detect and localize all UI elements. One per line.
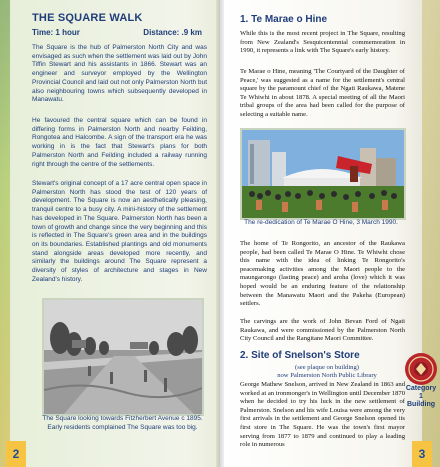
left-paragraph-2: He favoured the central square which can be found in differing forms in Palmerston North and nearby Feilding, Rongotea and Halcombe. A sign of the transport era he was working in is the fact that Stewart's plans for both Palmerston North and Feilding included a railway running right through the centre of the settlements. — [32, 117, 207, 168]
section-1-paragraph-4: The carvings are the work of John Bevan Ford of Ngati Raukawa, and were commissioned by the Palmerston North City Council and the Rangitane Maori Committee. — [240, 318, 405, 343]
walk-meta — [32, 28, 202, 37]
rededication-photo — [240, 128, 406, 220]
badge-line-building: Building — [407, 401, 435, 408]
historic-square-photo — [42, 298, 204, 416]
walk-title: THE SQUARE WALK — [32, 12, 143, 24]
section-2-subtitle-1: (see plaque on building) — [295, 364, 359, 371]
category-badge-label — [403, 385, 439, 409]
rededication-photo-caption: The re-dedication of Te Marae O Hine, 3 March 1990. — [244, 219, 398, 226]
left-paragraph-3: Stewart's original concept of a 17 acre central open space in Palmerston North has stood the test of 120 years of development. The Square is now an aesthetically pleasing, tranquil centre to a busy city. A mini-history of the settlement has developed in The Square. Palmerston North has been a town of growth and change since the very beginning and this is reflected in The Square's green area and in the buildings on its boundaries. Established plantings and old monuments stand alongside areas developed more recently, and similarly the buildings around The Square represent a diversity of styles of architecture and stages in New Zealand's history. — [32, 180, 207, 283]
left-paragraph-1: The Square is the hub of Palmerston North City and was envisaged as such when the settlement was laid out by John Tiffin Stewart and his assistants in 1866. Stewart was an engineer and surveyor employed by the Wellington Provincial Council and laid out not only Palmerston North but also neighbouring towns which subsequently developed in Manawatu. — [32, 44, 207, 104]
badge-line-category: Category — [405, 385, 437, 392]
section-1-paragraph-2: Te Marae o Hine, meaning 'The Courtyard of the Daughter of Peace,' was suggested as a name for the settlement's central square by the paramount chief of the Ngati Raukawa, Matene Te Whiwhi in about 1878. A special meeting of all the Maori tribal groups of the area had been called for the purpose of selecting a suitable name. — [240, 68, 405, 118]
section-2-subtitle-2: now Palmerston North Public Library — [277, 372, 377, 379]
section-1-paragraph-1: While this is the most recent project in The Square, resulting from New Zealand's Sesquicentennial commemoration in 1990, it represents a link with The Square's early history. — [240, 30, 405, 55]
page-gutter — [216, 0, 224, 467]
section-2-paragraph: George Mathew Snelson, arrived in New Zealand in 1863 and worked at an ironmonger's in Wellington until December 1870 when he decided to try his luck in the new settlement of Palmerston. Snelson and his wife Louisa were among the very first arrivals in the settlement and George Snelson opened its first store in The Square. He was the town's first mayor serving from 1877 to 1879 and continued to play a leading role in numerous — [240, 381, 405, 449]
walk-time: Time: 1 hour — [32, 28, 80, 37]
page-number-left: 2 — [6, 441, 26, 467]
historic-photo-drawing — [44, 300, 202, 414]
heritage-seal-icon — [404, 352, 438, 386]
historic-photo-caption: The Square looking towards Fitzherbert Avenue c 1895. Early residents complained The Square was too big. — [42, 415, 203, 431]
section-1-title: 1. Te Marae o Hine — [240, 14, 328, 25]
section-2-title: 2. Site of Snelson's Store — [240, 350, 360, 361]
page-number-right: 3 — [412, 441, 432, 467]
badge-line-number: 1 — [419, 393, 423, 400]
walk-distance: Distance: .9 km — [143, 28, 202, 37]
rededication-photo-drawing — [242, 130, 404, 218]
section-1-paragraph-3: The home of Te Rongorito, an ancestor of the Raukawa people, had been called Te Marae O Hine. Te Whiwhi chose this name with the idea of linking Te Rongorito's peacemaking activities among the Maori people to the maungarongo (lasting peace) and aroha (love) which it was hoped would be an enduring feature of the relationship between the Manawatu Maori and the Pakeha (European) settlers. — [240, 240, 405, 308]
left-color-band — [0, 0, 10, 467]
